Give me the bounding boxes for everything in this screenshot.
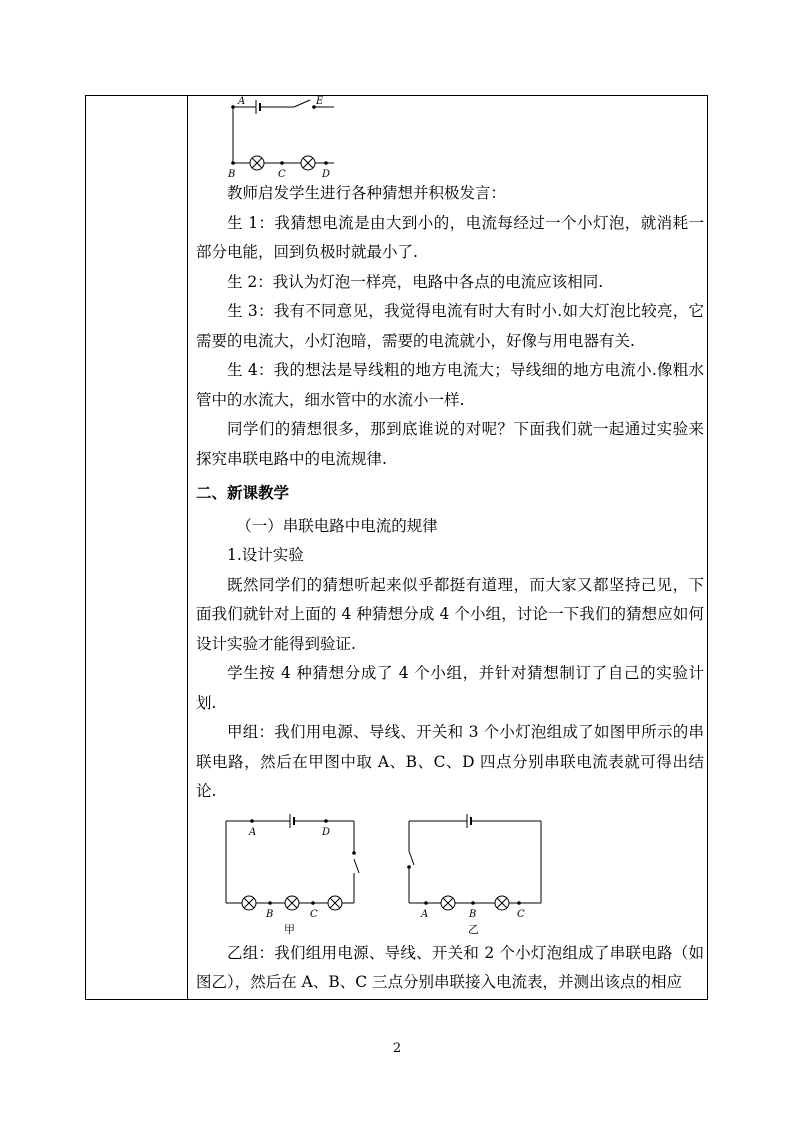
fig-top-label-d: D (322, 169, 331, 180)
subsection-heading: （一）串联电路中电流的规律 (236, 516, 438, 535)
fig-top-label-a: A (238, 96, 246, 107)
page-number: 2 (392, 1041, 402, 1056)
fig-top-label-c: C (278, 169, 286, 180)
fig-yi-label-a: A (421, 908, 429, 920)
paragraph: 生 1：我猜想电流是由大到小的，电流每经过一个小灯泡，就消耗一部分电能，回到负极时就最小了. (196, 213, 704, 261)
paragraph: 教师启发学生进行各种猜想并积极发言： (227, 184, 507, 202)
paragraph: 既然同学们的猜想听起来似乎都挺有道理，而大家又都坚持己见，下面我们就针对上面的 4 种猜想分成 4 个小组，讨论一下我们的猜想应如何设计实验才能得到验证. (196, 575, 704, 653)
paragraph: 生 2：我认为灯泡一样亮，电路中各点的电流应该相同. (227, 272, 604, 291)
lesson-content (196, 95, 704, 998)
paragraph: 乙组：我们组用电源、导线、开关和 2 个小灯泡组成了串联电路（如图乙），然后在 A、B、C 三点分别串联接入电流表，并测出该点的相应 (196, 943, 704, 991)
circuit-diagram-jia (218, 811, 368, 939)
fig-yi-label-c: C (517, 908, 525, 920)
section-heading: 二、新课教学 (196, 483, 290, 502)
fig-jia-label-c: C (310, 908, 318, 920)
table-column-divider (187, 95, 188, 1000)
paragraph: 生 3：我有不同意见，我觉得电流有时大有时小.如大灯泡比较亮，它需要的电流大，小灯泡暗，需要的电流就小，好像与用电器有关. (196, 302, 704, 350)
circuit-diagram-yi (401, 811, 551, 939)
fig-jia-caption: 甲 (284, 922, 295, 936)
fig-jia-label-b: B (266, 908, 274, 920)
paragraph: 学生按 4 种猜想分成了 4 个小组，并针对猜想制订了自己的实验计划. (196, 664, 704, 712)
fig-yi-caption: 乙 (468, 922, 479, 936)
paragraph: 甲组：我们用电源、导线、开关和 3 个小灯泡组成了如图甲所示的串联电路，然后在甲图中取 A、B、C、D 四点分别串联电流表就可得出结论. (196, 723, 704, 800)
fig-yi-label-b: B (469, 908, 477, 920)
fig-top-label-b: B (228, 169, 236, 180)
fig-top-label-e: E (316, 96, 324, 107)
paragraph: 同学们的猜想很多，那到底谁说的对呢？下面我们就一起通过实验来探究串联电路中的电流规律. (196, 420, 704, 468)
fig-jia-label-d: D (322, 826, 331, 838)
fig-jia-label-a: A (249, 826, 257, 838)
circuit-diagram-top (196, 95, 331, 180)
circuit-figures-row (196, 811, 704, 939)
paragraph: 生 4：我的想法是导线粗的地方电流大；导线细的地方电流小.像粗水管中的水流大，细水管中的水流小一样. (196, 361, 704, 409)
subsection-item: 1.设计实验 (227, 546, 304, 564)
